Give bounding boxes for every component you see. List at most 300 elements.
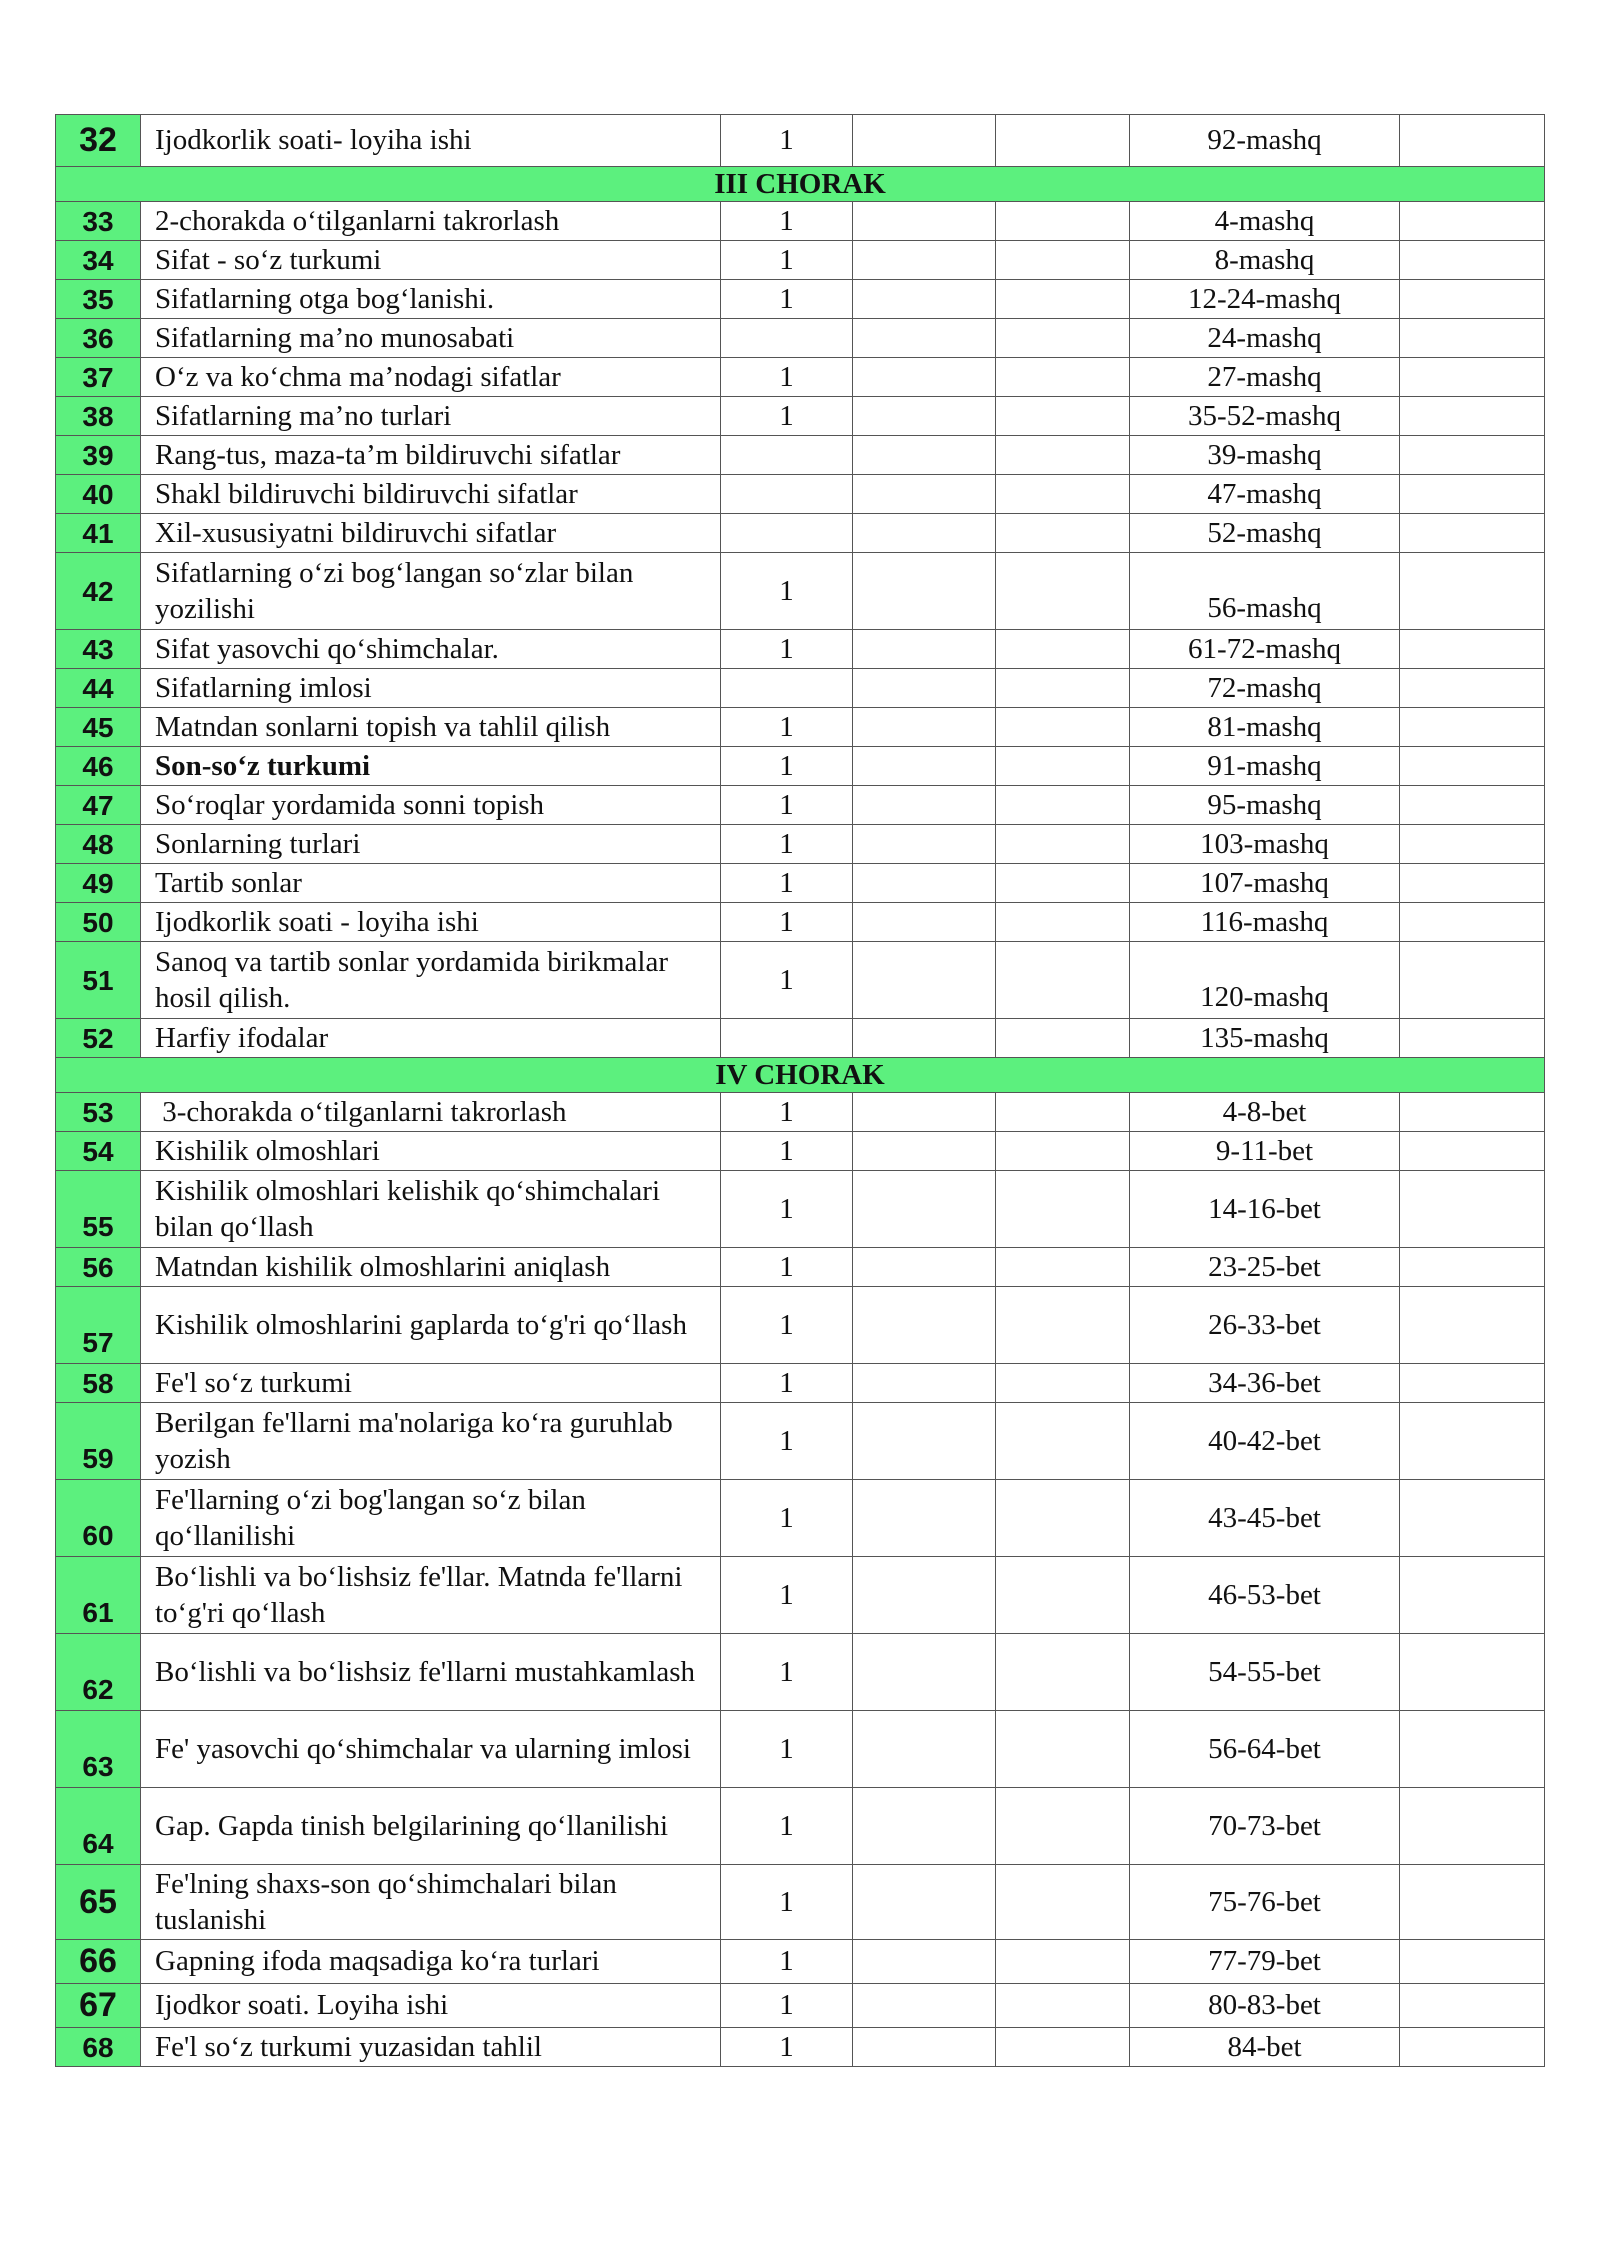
empty-cell bbox=[996, 2028, 1130, 2067]
empty-cell bbox=[853, 1364, 996, 1403]
section-header-row bbox=[56, 167, 1545, 202]
empty-cell bbox=[1400, 436, 1545, 475]
topic-cell: Fe'l so‘z turkumi yuzasidan tahlil bbox=[141, 2028, 721, 2067]
topic-cell: Bo‘lishli va bo‘lishsiz fe'llar. Matnda fe'llarni to‘g'ri qo‘llash bbox=[141, 1557, 721, 1634]
table-row bbox=[56, 1093, 1545, 1132]
table-row bbox=[56, 630, 1545, 669]
empty-cell bbox=[996, 708, 1130, 747]
empty-cell bbox=[853, 280, 996, 319]
empty-cell bbox=[853, 1557, 996, 1634]
table-row bbox=[56, 115, 1545, 167]
hours-cell: 1 bbox=[721, 1248, 853, 1287]
table-row bbox=[56, 1248, 1545, 1287]
empty-cell bbox=[1400, 786, 1545, 825]
hours-cell: 1 bbox=[721, 397, 853, 436]
empty-cell bbox=[853, 903, 996, 942]
topic-cell: Sanoq va tartib sonlar yordamida birikmalar hosil qilish. bbox=[141, 942, 721, 1019]
topic-cell: Son-so‘z turkumi bbox=[141, 747, 721, 786]
empty-cell bbox=[1400, 1132, 1545, 1171]
table-row bbox=[56, 514, 1545, 553]
empty-cell bbox=[1400, 1364, 1545, 1403]
empty-cell bbox=[1400, 202, 1545, 241]
empty-cell bbox=[996, 1019, 1130, 1058]
task-cell: 34-36-bet bbox=[1130, 1364, 1400, 1403]
empty-cell bbox=[853, 358, 996, 397]
row-number: 66 bbox=[56, 1940, 141, 1984]
empty-cell bbox=[1400, 1403, 1545, 1480]
empty-cell bbox=[1400, 630, 1545, 669]
empty-cell bbox=[996, 1171, 1130, 1248]
hours-cell: 1 bbox=[721, 1480, 853, 1557]
empty-cell bbox=[853, 1093, 996, 1132]
topic-cell: Sifatlarning ma’no turlari bbox=[141, 397, 721, 436]
empty-cell bbox=[853, 747, 996, 786]
topic-cell: Sifatlarning o‘zi bog‘langan so‘zlar bilan yozilishi bbox=[141, 553, 721, 630]
hours-cell: 1 bbox=[721, 1940, 853, 1984]
table-row bbox=[56, 1171, 1545, 1248]
empty-cell bbox=[853, 1788, 996, 1865]
empty-cell bbox=[853, 2028, 996, 2067]
row-number: 63 bbox=[56, 1711, 141, 1788]
table-row bbox=[56, 825, 1545, 864]
topic-cell: Sifatlarning ma’no munosabati bbox=[141, 319, 721, 358]
empty-cell bbox=[1400, 1093, 1545, 1132]
empty-cell bbox=[1400, 1248, 1545, 1287]
empty-cell bbox=[1400, 358, 1545, 397]
empty-cell bbox=[853, 1171, 996, 1248]
row-number: 56 bbox=[56, 1248, 141, 1287]
topic-cell: 3-chorakda o‘tilganlarni takrorlash bbox=[141, 1093, 721, 1132]
empty-cell bbox=[996, 1788, 1130, 1865]
task-cell: 27-mashq bbox=[1130, 358, 1400, 397]
empty-cell bbox=[1400, 1557, 1545, 1634]
empty-cell bbox=[1400, 1171, 1545, 1248]
hours-cell bbox=[721, 475, 853, 514]
lesson-plan-table-container bbox=[55, 114, 1544, 2067]
task-cell: 35-52-mashq bbox=[1130, 397, 1400, 436]
task-cell: 8-mashq bbox=[1130, 241, 1400, 280]
empty-cell bbox=[1400, 747, 1545, 786]
table-row bbox=[56, 475, 1545, 514]
topic-cell: Matndan sonlarni topish va tahlil qilish bbox=[141, 708, 721, 747]
row-number: 58 bbox=[56, 1364, 141, 1403]
empty-cell bbox=[1400, 514, 1545, 553]
hours-cell: 1 bbox=[721, 1287, 853, 1364]
hours-cell: 1 bbox=[721, 630, 853, 669]
topic-cell: 2-chorakda o‘tilganlarni takrorlash bbox=[141, 202, 721, 241]
empty-cell bbox=[996, 1711, 1130, 1788]
empty-cell bbox=[996, 1480, 1130, 1557]
row-number: 62 bbox=[56, 1634, 141, 1711]
row-number: 46 bbox=[56, 747, 141, 786]
section-title: IV CHORAK bbox=[56, 1058, 1545, 1093]
topic-cell: Shakl bildiruvchi bildiruvchi sifatlar bbox=[141, 475, 721, 514]
task-cell: 47-mashq bbox=[1130, 475, 1400, 514]
row-number: 61 bbox=[56, 1557, 141, 1634]
table-row bbox=[56, 358, 1545, 397]
task-cell: 61-72-mashq bbox=[1130, 630, 1400, 669]
empty-cell bbox=[853, 115, 996, 167]
table-row bbox=[56, 942, 1545, 1019]
hours-cell bbox=[721, 514, 853, 553]
task-cell: 77-79-bet bbox=[1130, 1940, 1400, 1984]
empty-cell bbox=[853, 1248, 996, 1287]
row-number: 65 bbox=[56, 1865, 141, 1940]
task-cell: 12-24-mashq bbox=[1130, 280, 1400, 319]
empty-cell bbox=[1400, 553, 1545, 630]
table-row bbox=[56, 1940, 1545, 1984]
row-number: 60 bbox=[56, 1480, 141, 1557]
hours-cell: 1 bbox=[721, 1865, 853, 1940]
empty-cell bbox=[996, 942, 1130, 1019]
table-row bbox=[56, 1711, 1545, 1788]
topic-cell: Rang-tus, maza-ta’m bildiruvchi sifatlar bbox=[141, 436, 721, 475]
hours-cell: 1 bbox=[721, 1711, 853, 1788]
table-row bbox=[56, 708, 1545, 747]
empty-cell bbox=[996, 1403, 1130, 1480]
empty-cell bbox=[1400, 397, 1545, 436]
empty-cell bbox=[996, 397, 1130, 436]
empty-cell bbox=[853, 864, 996, 903]
table-row bbox=[56, 202, 1545, 241]
empty-cell bbox=[853, 942, 996, 1019]
hours-cell: 1 bbox=[721, 115, 853, 167]
table-row bbox=[56, 241, 1545, 280]
table-row bbox=[56, 1287, 1545, 1364]
empty-cell bbox=[853, 669, 996, 708]
empty-cell bbox=[996, 669, 1130, 708]
table-row bbox=[56, 1019, 1545, 1058]
table-row bbox=[56, 2028, 1545, 2067]
row-number: 38 bbox=[56, 397, 141, 436]
section-title: III CHORAK bbox=[56, 167, 1545, 202]
empty-cell bbox=[853, 397, 996, 436]
empty-cell bbox=[853, 1634, 996, 1711]
row-number: 36 bbox=[56, 319, 141, 358]
empty-cell bbox=[853, 1019, 996, 1058]
empty-cell bbox=[1400, 115, 1545, 167]
row-number: 59 bbox=[56, 1403, 141, 1480]
row-number: 34 bbox=[56, 241, 141, 280]
task-cell: 43-45-bet bbox=[1130, 1480, 1400, 1557]
hours-cell: 1 bbox=[721, 280, 853, 319]
task-cell: 26-33-bet bbox=[1130, 1287, 1400, 1364]
row-number: 44 bbox=[56, 669, 141, 708]
topic-cell: Harfiy ifodalar bbox=[141, 1019, 721, 1058]
empty-cell bbox=[1400, 825, 1545, 864]
empty-cell bbox=[853, 1132, 996, 1171]
row-number: 41 bbox=[56, 514, 141, 553]
empty-cell bbox=[996, 864, 1130, 903]
hours-cell: 1 bbox=[721, 1132, 853, 1171]
hours-cell: 1 bbox=[721, 786, 853, 825]
row-number: 49 bbox=[56, 864, 141, 903]
task-cell: 52-mashq bbox=[1130, 514, 1400, 553]
task-cell: 4-8-bet bbox=[1130, 1093, 1400, 1132]
empty-cell bbox=[1400, 1984, 1545, 2028]
table-row bbox=[56, 319, 1545, 358]
table-row bbox=[56, 1984, 1545, 2028]
empty-cell bbox=[996, 115, 1130, 167]
empty-cell bbox=[996, 1093, 1130, 1132]
hours-cell: 1 bbox=[721, 1634, 853, 1711]
task-cell: 91-mashq bbox=[1130, 747, 1400, 786]
empty-cell bbox=[853, 825, 996, 864]
row-number: 43 bbox=[56, 630, 141, 669]
row-number: 33 bbox=[56, 202, 141, 241]
row-number: 50 bbox=[56, 903, 141, 942]
task-cell: 75-76-bet bbox=[1130, 1865, 1400, 1940]
empty-cell bbox=[1400, 942, 1545, 1019]
empty-cell bbox=[853, 1711, 996, 1788]
empty-cell bbox=[996, 280, 1130, 319]
topic-cell: Xil-xususiyatni bildiruvchi sifatlar bbox=[141, 514, 721, 553]
task-cell: 24-mashq bbox=[1130, 319, 1400, 358]
task-cell: 4-mashq bbox=[1130, 202, 1400, 241]
empty-cell bbox=[1400, 1865, 1545, 1940]
topic-cell: Ijodkor soati. Loyiha ishi bbox=[141, 1984, 721, 2028]
table-row bbox=[56, 669, 1545, 708]
task-cell: 56-mashq bbox=[1130, 553, 1400, 630]
empty-cell bbox=[853, 319, 996, 358]
row-number: 67 bbox=[56, 1984, 141, 2028]
hours-cell: 1 bbox=[721, 747, 853, 786]
table-row bbox=[56, 397, 1545, 436]
row-number: 55 bbox=[56, 1171, 141, 1248]
topic-cell: Ijodkorlik soati- loyiha ishi bbox=[141, 115, 721, 167]
empty-cell bbox=[1400, 280, 1545, 319]
topic-cell: Fe'llarning o‘zi bog'langan so‘z bilan qo‘llanilishi bbox=[141, 1480, 721, 1557]
hours-cell: 1 bbox=[721, 1093, 853, 1132]
topic-cell: Matndan kishilik olmoshlarini aniqlash bbox=[141, 1248, 721, 1287]
topic-cell: Tartib sonlar bbox=[141, 864, 721, 903]
topic-cell: Kishilik olmoshlarini gaplarda to‘g'ri qo‘llash bbox=[141, 1287, 721, 1364]
topic-cell: Ijodkorlik soati - loyiha ishi bbox=[141, 903, 721, 942]
topic-cell: Fe' yasovchi qo‘shimchalar va ularning imlosi bbox=[141, 1711, 721, 1788]
hours-cell: 1 bbox=[721, 825, 853, 864]
empty-cell bbox=[1400, 2028, 1545, 2067]
empty-cell bbox=[853, 202, 996, 241]
row-number: 54 bbox=[56, 1132, 141, 1171]
hours-cell: 1 bbox=[721, 1403, 853, 1480]
hours-cell: 1 bbox=[721, 708, 853, 747]
hours-cell: 1 bbox=[721, 202, 853, 241]
empty-cell bbox=[1400, 1788, 1545, 1865]
topic-cell: Fe'l so‘z turkumi bbox=[141, 1364, 721, 1403]
lesson-plan-table bbox=[55, 114, 1545, 2067]
task-cell: 46-53-bet bbox=[1130, 1557, 1400, 1634]
task-cell: 80-83-bet bbox=[1130, 1984, 1400, 2028]
table-row bbox=[56, 280, 1545, 319]
empty-cell bbox=[1400, 708, 1545, 747]
table-row bbox=[56, 1865, 1545, 1940]
empty-cell bbox=[853, 553, 996, 630]
task-cell: 23-25-bet bbox=[1130, 1248, 1400, 1287]
empty-cell bbox=[996, 1865, 1130, 1940]
task-cell: 135-mashq bbox=[1130, 1019, 1400, 1058]
hours-cell: 1 bbox=[721, 1984, 853, 2028]
empty-cell bbox=[996, 825, 1130, 864]
empty-cell bbox=[1400, 1480, 1545, 1557]
hours-cell: 1 bbox=[721, 358, 853, 397]
table-row bbox=[56, 786, 1545, 825]
hours-cell bbox=[721, 319, 853, 358]
hours-cell bbox=[721, 1019, 853, 1058]
row-number: 51 bbox=[56, 942, 141, 1019]
row-number: 48 bbox=[56, 825, 141, 864]
table-row bbox=[56, 903, 1545, 942]
empty-cell bbox=[996, 786, 1130, 825]
topic-cell: O‘z va ko‘chma ma’nodagi sifatlar bbox=[141, 358, 721, 397]
empty-cell bbox=[1400, 1019, 1545, 1058]
row-number: 37 bbox=[56, 358, 141, 397]
empty-cell bbox=[1400, 319, 1545, 358]
table-row bbox=[56, 1403, 1545, 1480]
empty-cell bbox=[996, 1248, 1130, 1287]
empty-cell bbox=[1400, 669, 1545, 708]
table-row bbox=[56, 1364, 1545, 1403]
table-row bbox=[56, 1480, 1545, 1557]
hours-cell: 1 bbox=[721, 1788, 853, 1865]
topic-cell: Sifatlarning imlosi bbox=[141, 669, 721, 708]
row-number: 39 bbox=[56, 436, 141, 475]
topic-cell: Bo‘lishli va bo‘lishsiz fe'llarni mustahkamlash bbox=[141, 1634, 721, 1711]
empty-cell bbox=[853, 1865, 996, 1940]
empty-cell bbox=[996, 475, 1130, 514]
hours-cell: 1 bbox=[721, 553, 853, 630]
empty-cell bbox=[853, 1403, 996, 1480]
empty-cell bbox=[996, 319, 1130, 358]
hours-cell: 1 bbox=[721, 864, 853, 903]
topic-cell: Sifatlarning otga bog‘lanishi. bbox=[141, 280, 721, 319]
task-cell: 92-mashq bbox=[1130, 115, 1400, 167]
task-cell: 54-55-bet bbox=[1130, 1634, 1400, 1711]
hours-cell bbox=[721, 436, 853, 475]
section-header-row bbox=[56, 1058, 1545, 1093]
task-cell: 116-mashq bbox=[1130, 903, 1400, 942]
row-number: 42 bbox=[56, 553, 141, 630]
row-number: 47 bbox=[56, 786, 141, 825]
task-cell: 14-16-bet bbox=[1130, 1171, 1400, 1248]
topic-cell: So‘roqlar yordamida sonni topish bbox=[141, 786, 721, 825]
empty-cell bbox=[996, 1287, 1130, 1364]
empty-cell bbox=[1400, 864, 1545, 903]
empty-cell bbox=[996, 1557, 1130, 1634]
empty-cell bbox=[1400, 241, 1545, 280]
table-row bbox=[56, 1557, 1545, 1634]
row-number: 64 bbox=[56, 1788, 141, 1865]
hours-cell: 1 bbox=[721, 1171, 853, 1248]
topic-cell: Gapning ifoda maqsadiga ko‘ra turlari bbox=[141, 1940, 721, 1984]
row-number: 53 bbox=[56, 1093, 141, 1132]
empty-cell bbox=[996, 202, 1130, 241]
hours-cell: 1 bbox=[721, 942, 853, 1019]
row-number: 52 bbox=[56, 1019, 141, 1058]
task-cell: 107-mashq bbox=[1130, 864, 1400, 903]
task-cell: 81-mashq bbox=[1130, 708, 1400, 747]
row-number: 57 bbox=[56, 1287, 141, 1364]
empty-cell bbox=[853, 786, 996, 825]
empty-cell bbox=[1400, 1287, 1545, 1364]
table-row bbox=[56, 747, 1545, 786]
empty-cell bbox=[1400, 475, 1545, 514]
empty-cell bbox=[853, 514, 996, 553]
task-cell: 120-mashq bbox=[1130, 942, 1400, 1019]
task-cell: 9-11-bet bbox=[1130, 1132, 1400, 1171]
table-row bbox=[56, 553, 1545, 630]
empty-cell bbox=[996, 1132, 1130, 1171]
hours-cell: 1 bbox=[721, 2028, 853, 2067]
row-number: 35 bbox=[56, 280, 141, 319]
task-cell: 72-mashq bbox=[1130, 669, 1400, 708]
empty-cell bbox=[996, 553, 1130, 630]
empty-cell bbox=[853, 475, 996, 514]
row-number: 68 bbox=[56, 2028, 141, 2067]
empty-cell bbox=[853, 436, 996, 475]
topic-cell: Kishilik olmoshlari kelishik qo‘shimchalari bilan qo‘llash bbox=[141, 1171, 721, 1248]
empty-cell bbox=[996, 630, 1130, 669]
empty-cell bbox=[1400, 1711, 1545, 1788]
empty-cell bbox=[1400, 1634, 1545, 1711]
task-cell: 95-mashq bbox=[1130, 786, 1400, 825]
hours-cell: 1 bbox=[721, 241, 853, 280]
table-row bbox=[56, 1634, 1545, 1711]
hours-cell: 1 bbox=[721, 1364, 853, 1403]
task-cell: 84-bet bbox=[1130, 2028, 1400, 2067]
empty-cell bbox=[996, 747, 1130, 786]
empty-cell bbox=[996, 436, 1130, 475]
table-row bbox=[56, 1132, 1545, 1171]
empty-cell bbox=[853, 1940, 996, 1984]
task-cell: 40-42-bet bbox=[1130, 1403, 1400, 1480]
task-cell: 70-73-bet bbox=[1130, 1788, 1400, 1865]
empty-cell bbox=[996, 514, 1130, 553]
empty-cell bbox=[1400, 903, 1545, 942]
task-cell: 103-mashq bbox=[1130, 825, 1400, 864]
row-number: 45 bbox=[56, 708, 141, 747]
topic-cell: Gap. Gapda tinish belgilarining qo‘llanilishi bbox=[141, 1788, 721, 1865]
empty-cell bbox=[853, 630, 996, 669]
empty-cell bbox=[853, 1287, 996, 1364]
empty-cell bbox=[996, 903, 1130, 942]
table-row bbox=[56, 864, 1545, 903]
empty-cell bbox=[996, 1984, 1130, 2028]
empty-cell bbox=[1400, 1940, 1545, 1984]
empty-cell bbox=[996, 241, 1130, 280]
empty-cell bbox=[853, 708, 996, 747]
hours-cell: 1 bbox=[721, 1557, 853, 1634]
empty-cell bbox=[996, 1634, 1130, 1711]
empty-cell bbox=[996, 1940, 1130, 1984]
topic-cell: Berilgan fe'llarni ma'nolariga ko‘ra guruhlab yozish bbox=[141, 1403, 721, 1480]
empty-cell bbox=[996, 358, 1130, 397]
empty-cell bbox=[853, 241, 996, 280]
task-cell: 39-mashq bbox=[1130, 436, 1400, 475]
empty-cell bbox=[996, 1364, 1130, 1403]
topic-cell: Kishilik olmoshlari bbox=[141, 1132, 721, 1171]
topic-cell: Sifat yasovchi qo‘shimchalar. bbox=[141, 630, 721, 669]
topic-cell: Sonlarning turlari bbox=[141, 825, 721, 864]
empty-cell bbox=[853, 1984, 996, 2028]
task-cell: 56-64-bet bbox=[1130, 1711, 1400, 1788]
empty-cell bbox=[853, 1480, 996, 1557]
topic-cell: Sifat - so‘z turkumi bbox=[141, 241, 721, 280]
row-number: 40 bbox=[56, 475, 141, 514]
hours-cell bbox=[721, 669, 853, 708]
table-row bbox=[56, 436, 1545, 475]
row-number: 32 bbox=[56, 115, 141, 167]
hours-cell: 1 bbox=[721, 903, 853, 942]
